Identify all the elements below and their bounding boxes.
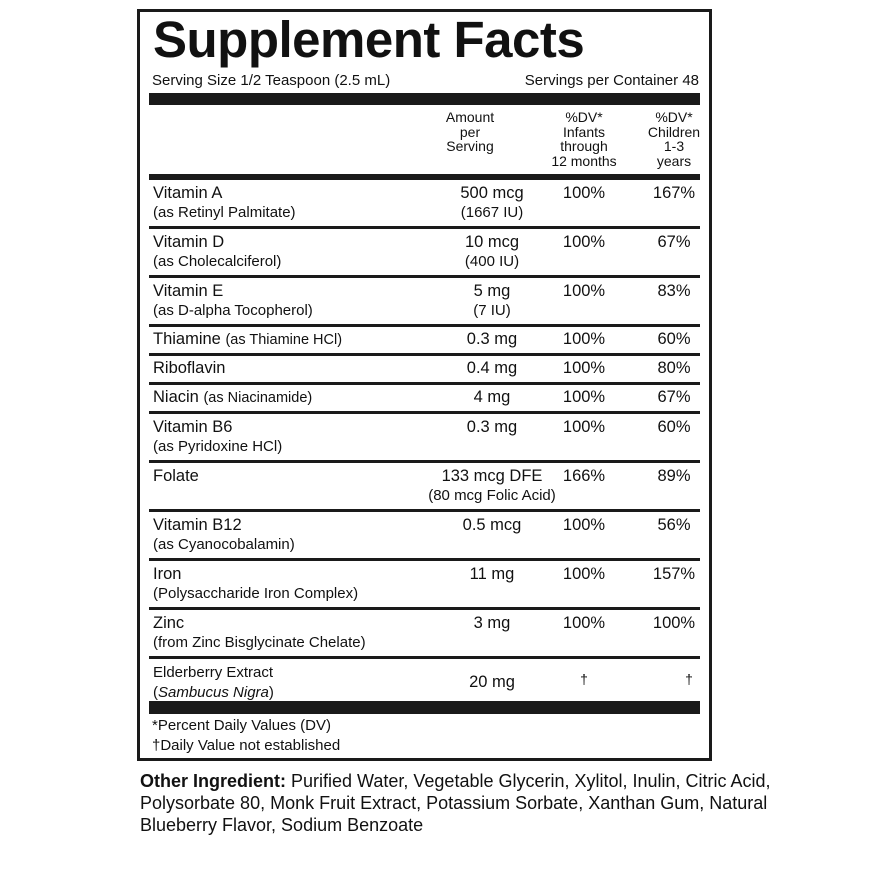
- dv-children: 100%: [652, 614, 696, 632]
- amount-per-serving: 0.4 mg: [466, 359, 518, 377]
- source-paren-open: (: [153, 684, 158, 701]
- nutrient-table: [149, 180, 700, 709]
- nutrient-source: (as Thiamine HCl): [225, 332, 343, 348]
- dv-children: 60%: [657, 330, 691, 348]
- dv-infants: 100%: [562, 614, 606, 632]
- dv-infants: †: [580, 671, 588, 687]
- nutrient-name: Vitamin E: [153, 282, 224, 300]
- header-amount: Amount per Serving: [445, 109, 495, 154]
- table-row: [149, 463, 700, 512]
- nutrient-label: Thiamine: [153, 330, 221, 348]
- nutrient-name: Elderberry Extract: [153, 664, 274, 681]
- nutrient-label: Niacin: [153, 388, 199, 406]
- header-children: %DV* Children 1-3 years: [647, 109, 701, 169]
- nutrient-source: (as Cyanocobalamin): [153, 536, 295, 553]
- amount-per-serving: 0.3 mg: [466, 418, 518, 436]
- table-row: [149, 327, 700, 356]
- nutrient-source: (as D-alpha Tocopherol): [153, 302, 313, 319]
- amount-per-serving: 20 mg: [469, 673, 515, 691]
- footnote-dv: *Percent Daily Values (DV): [152, 717, 331, 734]
- dv-children: 83%: [657, 282, 691, 300]
- amount-alt-units: (7 IU): [473, 302, 511, 319]
- nutrient-name: Folate: [153, 467, 199, 485]
- nutrient-name: Vitamin A: [153, 184, 223, 202]
- table-row: [149, 180, 700, 229]
- nutrient-source: [153, 684, 274, 701]
- amount-alt-units: (1667 IU): [460, 204, 524, 221]
- panel-title: Supplement Facts: [153, 11, 585, 68]
- other-ingredients-label: Other Ingredient:: [140, 771, 287, 791]
- amount-alt-units: (80 mcg Folic Acid): [428, 487, 556, 504]
- amount-per-serving: 4 mg: [473, 388, 511, 406]
- amount-per-serving: 10 mcg: [464, 233, 520, 251]
- amount-per-serving: 0.3 mg: [466, 330, 518, 348]
- table-row: [149, 229, 700, 278]
- nutrient-name: Riboflavin: [153, 359, 226, 377]
- dv-children: 167%: [652, 184, 696, 202]
- dv-children: 89%: [657, 467, 691, 485]
- dv-infants: 100%: [562, 565, 606, 583]
- dv-infants: 100%: [562, 516, 606, 534]
- serving-size: Serving Size 1/2 Teaspoon (2.5 mL): [152, 72, 391, 89]
- dv-infants: 100%: [562, 359, 606, 377]
- nutrient-name: Vitamin B12: [153, 516, 242, 534]
- supplement-facts-panel: [137, 9, 712, 761]
- dv-infants: 100%: [562, 233, 606, 251]
- dv-infants: 100%: [562, 282, 606, 300]
- nutrient-source: (as Niacinamide): [203, 390, 313, 406]
- nutrient-name: [153, 330, 342, 349]
- nutrient-source: (from Zinc Bisglycinate Chelate): [153, 634, 366, 651]
- other-ingredients: [140, 770, 840, 836]
- nutrient-source: (as Cholecalciferol): [153, 253, 282, 270]
- nutrient-source: (Polysaccharide Iron Complex): [153, 585, 359, 602]
- nutrient-name: Iron: [153, 565, 182, 583]
- dv-infants: 100%: [562, 330, 606, 348]
- nutrient-name: Vitamin B6: [153, 418, 233, 436]
- amount-per-serving: 133 mcg DFE: [441, 467, 543, 485]
- table-row: [149, 414, 700, 463]
- source-paren-close: ): [268, 684, 274, 701]
- footnote-dagger: †Daily Value not established: [152, 737, 341, 754]
- nutrient-source: (as Retinyl Palmitate): [153, 204, 296, 221]
- nutrient-name: Zinc: [153, 614, 185, 632]
- table-row: [149, 512, 700, 561]
- table-row: [149, 561, 700, 610]
- dv-infants: 166%: [562, 467, 606, 485]
- header-infants: %DV* Infants through 12 months: [551, 109, 617, 169]
- amount-per-serving: 0.5 mcg: [462, 516, 522, 534]
- servings-per-container: Servings per Container 48: [524, 72, 699, 89]
- dv-children: 157%: [652, 565, 696, 583]
- dv-children: 56%: [657, 516, 691, 534]
- nutrient-name: [153, 388, 312, 407]
- dv-children: 80%: [657, 359, 691, 377]
- bottom-divider-bar: [149, 701, 700, 714]
- dv-infants: 100%: [562, 418, 606, 436]
- amount-per-serving: 5 mg: [473, 282, 511, 300]
- amount-per-serving: 500 mcg: [460, 184, 524, 202]
- dv-children: 67%: [657, 233, 691, 251]
- amount-alt-units: (400 IU): [464, 253, 520, 270]
- other-ingredients-text: Purified Water, Vegetable Glycerin, Xylitol, Inulin, Citric Acid, Polysorbate 80, Monk Fruit Extract, Potassium Sorbate, Xanthan Gum, Natural Blueberry Flavor, Sodium Benzoate: [140, 771, 771, 835]
- dv-children: 60%: [657, 418, 691, 436]
- top-divider-bar: [149, 93, 700, 105]
- table-row: [149, 610, 700, 659]
- dv-children: 67%: [657, 388, 691, 406]
- amount-per-serving: 3 mg: [473, 614, 511, 632]
- dv-children: †: [685, 671, 693, 687]
- amount-per-serving: 11 mg: [469, 565, 515, 583]
- source-latin-name: Sambucus Nigra: [158, 684, 269, 701]
- dv-infants: 100%: [562, 184, 606, 202]
- table-row: [149, 385, 700, 414]
- nutrient-source: (as Pyridoxine HCl): [153, 438, 283, 455]
- table-row: [149, 278, 700, 327]
- table-row: [149, 356, 700, 385]
- nutrient-name: Vitamin D: [153, 233, 225, 251]
- dv-infants: 100%: [562, 388, 606, 406]
